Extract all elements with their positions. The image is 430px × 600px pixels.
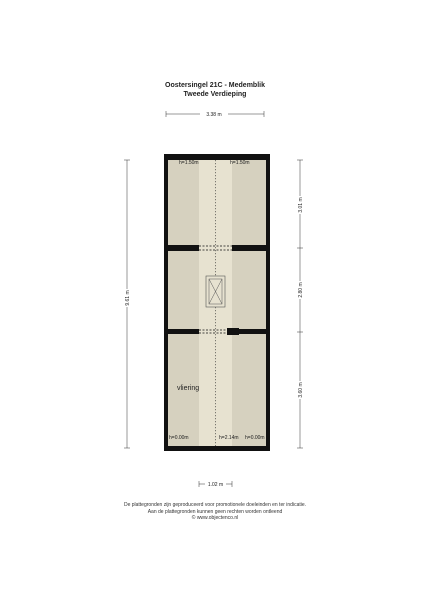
disclaimer-line-1: De plattegronden zijn geproduceerd voor promotionele doeleinden en ter indicatie. [123,502,307,508]
height-label-top-left: h=1.50m [179,160,199,166]
dimension-label-segment-top: 3.01 m [298,197,304,213]
dimension-width-top [166,111,264,118]
dimension-segments-right [296,160,304,448]
chimney-block [227,328,239,335]
room-label-attic: vliering [177,385,200,392]
dimension-label-segment-bottom: 3.60 m [298,382,304,398]
dimension-height-total [123,160,131,448]
disclaimer-line-2: Aan de plattegronden kunnen geen rechten worden ontleend [147,508,283,515]
dimension-label-width-bottom: 1.02 m [207,482,224,488]
dimension-label-width-top: 3.38 m [206,112,222,118]
roof-hatch-icon [206,276,225,307]
ridge-zone-bottom [199,334,232,446]
height-label-bottom-left: h=0.00m [169,435,189,441]
disclaimer [0,502,430,522]
height-label-bottom-right: h=0.00m [245,435,265,441]
height-label-bottom-center: h=2.14m [219,435,239,441]
disclaimer-line-3: © www.objectenco.nl [191,515,239,521]
plan-title: Oostersingel 21C - Medemblik [165,82,265,89]
dimension-label-height-total: 9.61 m [125,290,131,306]
dimension-width-bottom [199,480,232,488]
plan-subtitle: Tweede Verdieping [183,91,247,98]
height-label-top-right: h=1.50m [230,160,250,166]
dimension-label-segment-middle: 2.80 m [298,282,304,298]
